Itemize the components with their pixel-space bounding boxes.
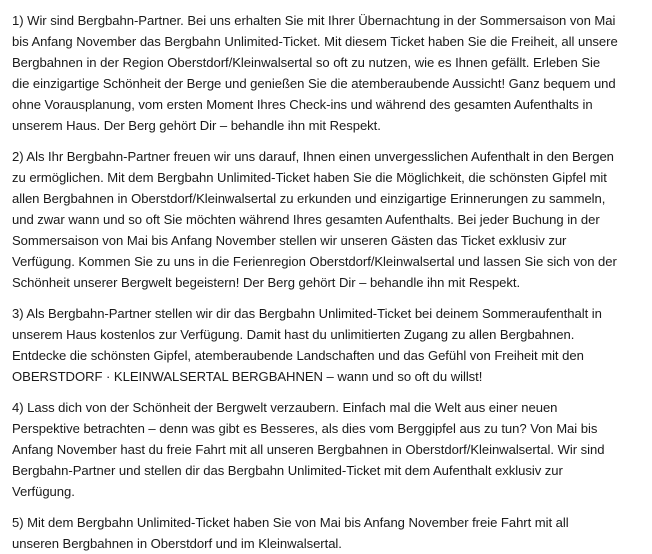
paragraph-5: 5) Mit dem Bergbahn Unlimited-Ticket haben Sie von Mai bis Anfang November freie Fahrt mit all unseren Bergbahnen in Oberstdorf und im Kleinwalsertal. bbox=[12, 515, 569, 551]
paragraph-1: 1) Wir sind Bergbahn-Partner. Bei uns erhalten Sie mit Ihrer Übernachtung in der Sommersaison von Mai bis Anfang November das Bergbahn Unlimited-Ticket. Mit diesem Ticket haben Sie die Freiheit, all unsere Bergbahnen in der Region Oberstdorf/Kleinwalsertal so oft zu nutzen, wie es Ihnen gefällt. Erleben Sie die einzigartige Schönheit der Berge und genießen Sie die atemberaubende Aussicht! Ganz bequem und ohne Vorausplanung, vom ersten Moment Ihres Check-ins und während des gesamten Aufenthalts in unserem Haus. Der Berg gehört Dir – behandle ihn mit Respekt. bbox=[12, 13, 618, 133]
paragraph-4: 4) Lass dich von der Schönheit der Bergwelt verzaubern. Einfach mal die Welt aus einer neuen Perspektive betrachten – denn was gibt es Besseres, als dies vom Berggipfel aus zu tun? Von Mai bis Anfang November hast du freie Fahrt mit all unseren Bergbahnen in Oberstdorf/Kleinwalsertal. Wir sind Bergbahn-Partner und stellen dir das Bergbahn Unlimited-Ticket mit dem Aufenthalt exklusiv zur Verfügung. bbox=[12, 400, 605, 499]
paragraph-3: 3) Als Bergbahn-Partner stellen wir dir das Bergbahn Unlimited-Ticket bei deinem Sommeraufenthalt in unserem Haus kostenlos zur Verfügung. Damit hast du unlimitierten Zugang zu allen Bergbahnen. Entdecke die schönsten Gipfel, atemberaubende Landschaften und das Gefühl von Freiheit mit den OBERSTDORF · KLEINWALSERTAL BERGBAHNEN – wann und so oft du willst! bbox=[12, 306, 602, 384]
paragraph-2: 2) Als Ihr Bergbahn-Partner freuen wir uns darauf, Ihnen einen unvergesslichen Aufenthalt in den Bergen zu ermöglichen. Mit dem Bergbahn Unlimited-Ticket haben Sie die Möglichkeit, die schönsten Gipfel mit allen Bergbahnen in Oberstdorf/Kleinwalsertal zu erkunden und einzigartige Erinnerungen zu sammeln, und zwar wann und so oft Sie möchten während Ihres gesamten Aufenthalts. Bei jeder Buchung in der Sommersaison von Mai bis Anfang November stellen wir unseren Gästen das Ticket exklusiv zur Verfügung. Kommen Sie zu uns in die Ferienregion Oberstdorf/Kleinwalsertal und lassen Sie sich von der Schönheit unserer Bergwelt begeistern! Der Berg gehört Dir – behandle ihn mit Respekt. bbox=[12, 149, 617, 290]
